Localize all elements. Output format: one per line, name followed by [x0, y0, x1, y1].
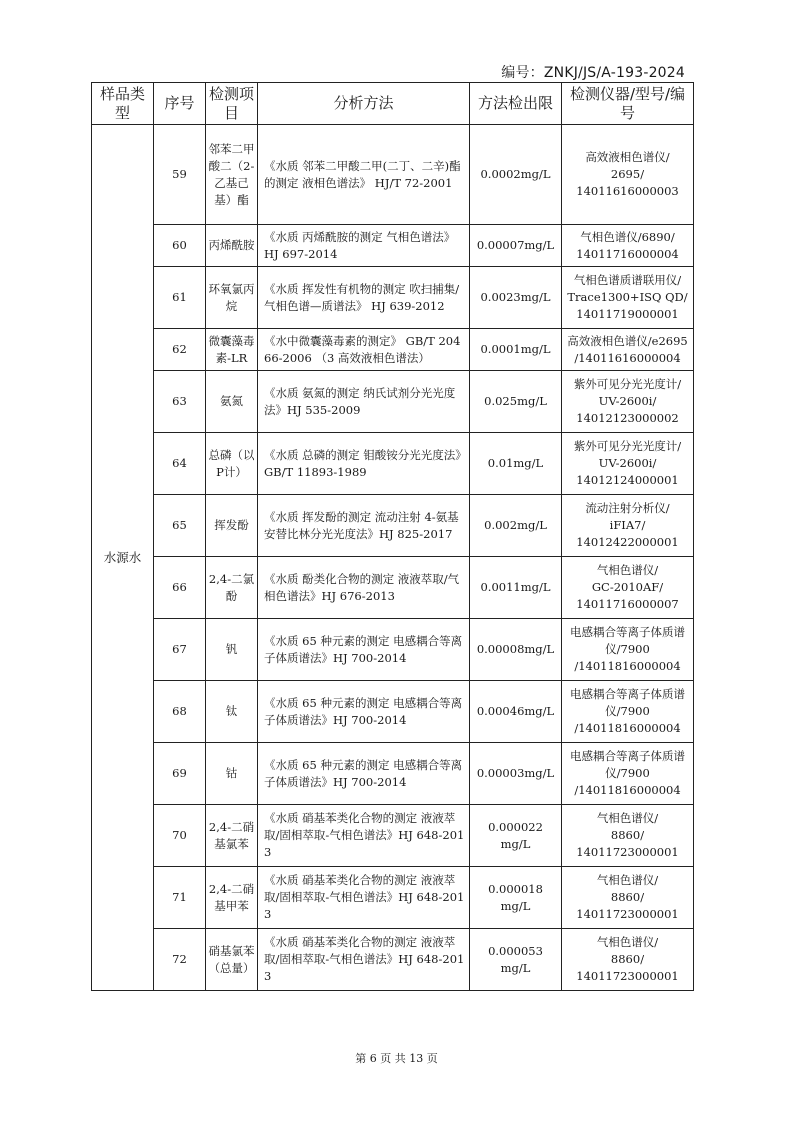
method-cell: 《水质 总磷的测定 钼酸铵分光光度法》GB/T 11893-1989 — [258, 433, 470, 495]
item-cell: 硝基氯苯（总量） — [206, 929, 258, 991]
method-cell: 《水质 硝基苯类化合物的测定 液液萃取/固相萃取-气相色谱法》HJ 648-2013 — [258, 929, 470, 991]
table-row — [92, 805, 694, 867]
limit-cell: 0.00046mg/L — [470, 681, 562, 743]
item-cell: 氨氮 — [206, 371, 258, 433]
limit-cell: 0.01mg/L — [470, 433, 562, 495]
document-number: 编号：ZNKJ/JS/A-193-2024 — [501, 65, 685, 81]
instrument-cell: 紫外可见分光光度计/ UV-2600i/ 14012123000002 — [562, 371, 694, 433]
header-seq: 序号 — [154, 83, 206, 125]
item-cell: 丙烯酰胺 — [206, 225, 258, 267]
limit-cell: 0.0011mg/L — [470, 557, 562, 619]
limit-cell: 0.025mg/L — [470, 371, 562, 433]
table-row — [92, 125, 694, 225]
item-cell: 2,4-二硝基氯苯 — [206, 805, 258, 867]
limit-cell: 0.000018 mg/L — [470, 867, 562, 929]
sample-type-cell: 水源水 — [92, 125, 154, 991]
limit-cell: 0.000053 mg/L — [470, 929, 562, 991]
limit-cell: 0.00003mg/L — [470, 743, 562, 805]
item-cell: 2,4-二氯酚 — [206, 557, 258, 619]
seq-cell: 69 — [154, 743, 206, 805]
method-cell: 《水质 65 种元素的测定 电感耦合等离子体质谱法》HJ 700-2014 — [258, 681, 470, 743]
seq-cell: 62 — [154, 329, 206, 371]
seq-cell: 61 — [154, 267, 206, 329]
seq-cell: 63 — [154, 371, 206, 433]
method-cell: 《水质 65 种元素的测定 电感耦合等离子体质谱法》HJ 700-2014 — [258, 619, 470, 681]
method-cell: 《水质 挥发酚的测定 流动注射 4-氨基安替比林分光光度法》HJ 825-2017 — [258, 495, 470, 557]
table-row — [92, 225, 694, 267]
method-cell: 《水质 挥发性有机物的测定 吹扫捕集/气相色谱—质谱法》 HJ 639-2012 — [258, 267, 470, 329]
test-methods-table — [91, 82, 694, 991]
table-row — [92, 495, 694, 557]
limit-cell: 0.00007mg/L — [470, 225, 562, 267]
seq-cell: 65 — [154, 495, 206, 557]
method-cell: 《水质 65 种元素的测定 电感耦合等离子体质谱法》HJ 700-2014 — [258, 743, 470, 805]
seq-cell: 70 — [154, 805, 206, 867]
method-cell: 《水质 酚类化合物的测定 液液萃取/气相色谱法》HJ 676-2013 — [258, 557, 470, 619]
instrument-cell: 电感耦合等离子体质谱仪/7900 /14011816000004 — [562, 681, 694, 743]
table-row — [92, 867, 694, 929]
item-cell: 邻苯二甲酸二（2-乙基己基）酯 — [206, 125, 258, 225]
header-method: 分析方法 — [258, 83, 470, 125]
seq-cell: 64 — [154, 433, 206, 495]
method-cell: 《水质 丙烯酰胺的测定 气相色谱法》 HJ 697-2014 — [258, 225, 470, 267]
table-row — [92, 433, 694, 495]
item-cell: 挥发酚 — [206, 495, 258, 557]
method-cell: 《水质 氨氮的测定 纳氏试剂分光光度法》HJ 535-2009 — [258, 371, 470, 433]
instrument-cell: 气相色谱仪/ GC-2010AF/ 14011716000007 — [562, 557, 694, 619]
table-body — [92, 125, 694, 991]
instrument-cell: 气相色谱质谱联用仪/ Trace1300+ISQ QD/ 14011719000001 — [562, 267, 694, 329]
table-row — [92, 329, 694, 371]
header-item: 检测项目 — [206, 83, 258, 125]
item-cell: 2,4-二硝基甲苯 — [206, 867, 258, 929]
table-row — [92, 371, 694, 433]
item-cell: 微囊藻毒素-LR — [206, 329, 258, 371]
instrument-cell: 高效液相色谱仪/e2695 /14011616000004 — [562, 329, 694, 371]
item-cell: 总磷（以P计） — [206, 433, 258, 495]
seq-cell: 71 — [154, 867, 206, 929]
limit-cell: 0.00008mg/L — [470, 619, 562, 681]
seq-cell: 66 — [154, 557, 206, 619]
seq-cell: 72 — [154, 929, 206, 991]
item-cell: 钒 — [206, 619, 258, 681]
item-cell: 钴 — [206, 743, 258, 805]
instrument-cell: 气相色谱仪/6890/ 14011716000004 — [562, 225, 694, 267]
instrument-cell: 紫外可见分光光度计/ UV-2600i/ 14012124000001 — [562, 433, 694, 495]
seq-cell: 60 — [154, 225, 206, 267]
method-cell: 《水中微囊藻毒素的测定》 GB/T 20466-2006 （3 高效液相色谱法） — [258, 329, 470, 371]
table-row — [92, 557, 694, 619]
seq-cell: 67 — [154, 619, 206, 681]
seq-cell: 59 — [154, 125, 206, 225]
instrument-cell: 气相色谱仪/ 8860/ 14011723000001 — [562, 929, 694, 991]
header-sample-type: 样品类型 — [92, 83, 154, 125]
page-footer: 第 6 页 共 13 页 — [355, 1052, 438, 1065]
limit-cell: 0.0002mg/L — [470, 125, 562, 225]
header-instrument: 检测仪器/型号/编号 — [562, 83, 694, 125]
table-row — [92, 267, 694, 329]
method-cell: 《水质 邻苯二甲酸二甲(二丁、二辛)酯的测定 液相色谱法》 HJ/T 72-2001 — [258, 125, 470, 225]
item-cell: 钛 — [206, 681, 258, 743]
instrument-cell: 电感耦合等离子体质谱仪/7900 /14011816000004 — [562, 743, 694, 805]
limit-cell: 0.000022 mg/L — [470, 805, 562, 867]
instrument-cell: 气相色谱仪/ 8860/ 14011723000001 — [562, 867, 694, 929]
instrument-cell: 高效液相色谱仪/ 2695/ 14011616000003 — [562, 125, 694, 225]
table-row — [92, 743, 694, 805]
item-cell: 环氧氯丙烷 — [206, 267, 258, 329]
instrument-cell: 流动注射分析仪/ iFIA7/ 14012422000001 — [562, 495, 694, 557]
method-cell: 《水质 硝基苯类化合物的测定 液液萃取/固相萃取-气相色谱法》HJ 648-2013 — [258, 805, 470, 867]
limit-cell: 0.0023mg/L — [470, 267, 562, 329]
method-cell: 《水质 硝基苯类化合物的测定 液液萃取/固相萃取-气相色谱法》HJ 648-2013 — [258, 867, 470, 929]
header-limit: 方法检出限 — [470, 83, 562, 125]
table-row — [92, 619, 694, 681]
table-row — [92, 929, 694, 991]
instrument-cell: 气相色谱仪/ 8860/ 14011723000001 — [562, 805, 694, 867]
limit-cell: 0.002mg/L — [470, 495, 562, 557]
table-row — [92, 681, 694, 743]
limit-cell: 0.0001mg/L — [470, 329, 562, 371]
instrument-cell: 电感耦合等离子体质谱仪/7900 /14011816000004 — [562, 619, 694, 681]
seq-cell: 68 — [154, 681, 206, 743]
